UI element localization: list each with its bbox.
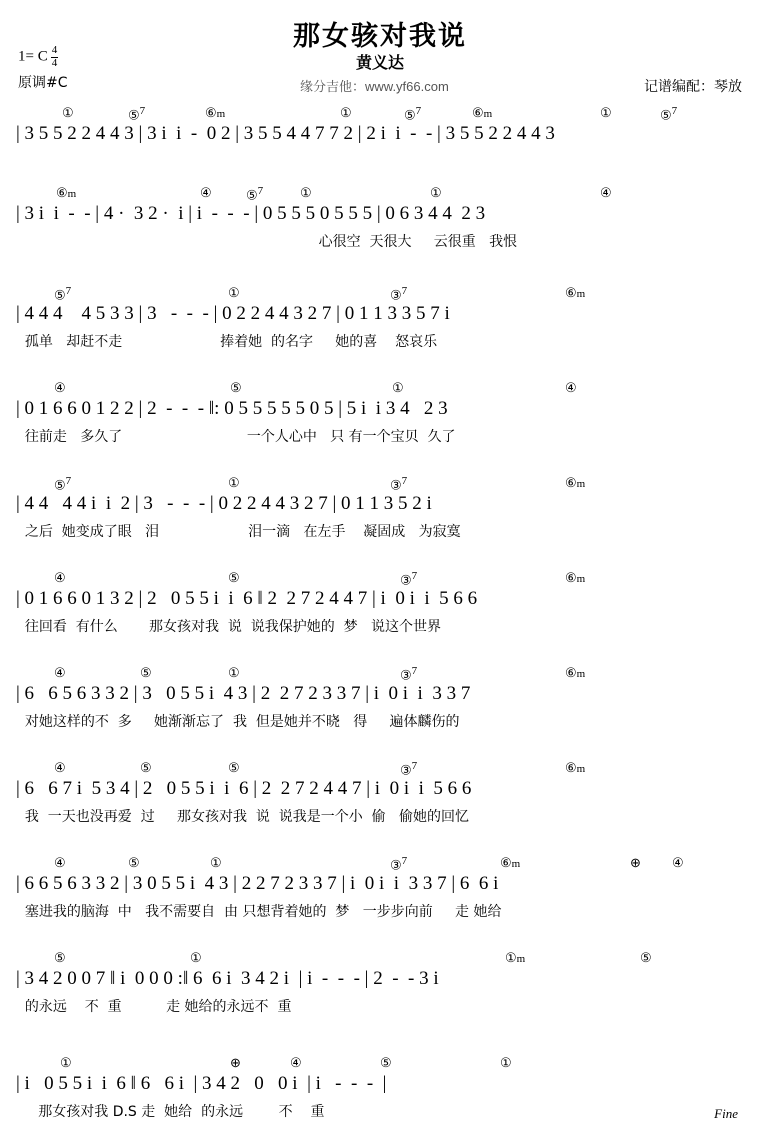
notation-line: | 6 6 5 6 3 3 2 | 3 0 5 5 i 4 3 | 2 2 7 2 3 3 7 | i 0 i i 3 3 7 (16, 683, 471, 704)
lyrics-line: 塞进我的脑海 中 我不需要自 由 只想背着她的 梦 一步步向前 走 她给 (16, 904, 502, 920)
notation-line: | 6 6 5 6 3 3 2 | 3 0 5 5 i 4 3 | 2 2 7 2 3 3 7 | i 0 i i 3 3 7 | 6 6 i (16, 873, 499, 894)
lyrics-line: 往回看 有什么 那女孩对我 说 说我保护她的 梦 说这个世界 (16, 619, 442, 635)
lyrics-line: 孤单 却赶不走 捧着她 的名字 她的喜 怒哀乐 (16, 334, 438, 350)
chord-symbol: ③$^7$ (390, 475, 408, 493)
notation-line: | 3 5 5 2 2 4 4 3 | 3 i i - 0 2 | 3 5 5 4 4 7 7 2 | 2 i i - - | 3 5 5 2 2 4 4 3 (16, 123, 555, 144)
chord-symbol: ⑤ (128, 855, 140, 870)
chord-symbol: ① (190, 950, 202, 965)
chord-symbol: ⑥m (472, 105, 493, 120)
chord-line (0, 665, 760, 685)
chord-symbol: ④ (600, 185, 612, 200)
chord-symbol: ③$^7$ (400, 760, 418, 778)
lyrics-line: 心很空 天很大 云很重 我恨 (16, 234, 518, 250)
chord-symbol: ① (228, 475, 240, 490)
chord-symbol: ① (228, 665, 240, 680)
page-title: 那女骇对我说 (293, 21, 467, 52)
notation-line: | 3 i i - - | 4 · 3 2 · i | i - - - | 0 5 5 5 0 5 5 5 | 0 6 3 4 4 2 3 (16, 203, 486, 224)
chord-symbol: ④ (290, 1055, 302, 1070)
chord-line (0, 570, 760, 590)
notation-line: | 6 6 7 i 5 3 4 | 2 0 5 5 i i 6 | 2 2 7 2 4 4 7 | i 0 i i 5 6 6 (16, 778, 472, 799)
chord-symbol: ⑥m (205, 105, 226, 120)
chord-symbol: ⑤ (140, 665, 152, 680)
key-signature (18, 45, 58, 69)
chord-symbol: ⑥m (565, 760, 586, 775)
composer-name: 黄义达 (355, 53, 404, 72)
chord-symbol: ① (62, 105, 74, 120)
time-denominator: 4 (51, 56, 58, 69)
chord-line (0, 1055, 760, 1075)
chord-symbol: ⑤ (228, 760, 240, 775)
chord-symbol: ⑤$^7$ (660, 105, 678, 123)
chord-symbol: ① (300, 185, 312, 200)
chord-symbol: ① (340, 105, 352, 120)
notation-line: | 4 4 4 4 i i 2 | 3 - - - | 0 2 2 4 4 3 2 7 | 0 1 1 3 5 2 i (16, 493, 432, 514)
chord-symbol: ⑥m (565, 570, 586, 585)
time-signature (51, 45, 59, 69)
chord-symbol: ⑤$^7$ (246, 185, 264, 203)
lyrics-line: 那女孩对我 D.S 走 她给 的永远 不 重 (16, 1104, 325, 1120)
chord-symbol: ④ (200, 185, 212, 200)
chord-symbol: ④ (672, 855, 684, 870)
chord-symbol: ③$^7$ (400, 665, 418, 683)
chord-symbol: ④ (54, 665, 66, 680)
chord-line (0, 285, 760, 305)
chord-symbol: ① (210, 855, 222, 870)
chord-symbol: ⑤ (54, 950, 66, 965)
chord-symbol: ⑤ (140, 760, 152, 775)
notation-line: | i 0 5 5 i i 6 ‖ 6 6 i | 3 4 2 0 0 i | i - - - | (16, 1073, 387, 1094)
chord-symbol: ④ (565, 380, 577, 395)
chord-symbol: ⑤ (380, 1055, 392, 1070)
chord-line (0, 105, 760, 125)
chord-symbol: ⑤ (228, 570, 240, 585)
chord-symbol: ⑤ (640, 950, 652, 965)
key-label: 1= C (18, 48, 48, 65)
chord-symbol: ③$^7$ (390, 285, 408, 303)
notation-line: | 4 4 4 4 5 3 3 | 3 - - - | 0 2 2 4 4 3 2 7 | 0 1 1 3 3 5 7 i (16, 303, 450, 324)
arranger-credit: 记谱编配：琴放 (644, 79, 742, 95)
chord-symbol: ④ (54, 380, 66, 395)
chord-symbol: ① (392, 380, 404, 395)
notation-line: | 0 1 6 6 0 1 2 2 | 2 - - - ‖: 0 5 5 5 5 5 0 5 | 5 i i 3 4 2 3 (16, 398, 448, 419)
chord-symbol: ① (60, 1055, 72, 1070)
chord-line (0, 950, 760, 970)
chord-symbol: ① (228, 285, 240, 300)
chord-line (0, 380, 760, 400)
chord-symbol: ⑥m (565, 665, 586, 680)
chord-symbol: ① (430, 185, 442, 200)
chord-line (0, 855, 760, 875)
chord-line (0, 760, 760, 780)
lyrics-line: 的永远 不 重 走 她给的永远不 重 (16, 999, 292, 1015)
chord-symbol: ⑤$^7$ (54, 285, 72, 303)
chord-symbol: ⑤$^7$ (54, 475, 72, 493)
chord-symbol: ⑤ (230, 380, 242, 395)
time-numerator: 4 (51, 44, 58, 56)
lyrics-line: 我 一天也没再爱 过 那女孩对我 说 说我是一个小 偷 偷她的回忆 (16, 809, 470, 825)
original-key: 原调#C (18, 75, 68, 91)
chord-symbol: ⑥m (565, 475, 586, 490)
chord-symbol: ④ (54, 855, 66, 870)
chord-symbol: ⑤$^7$ (404, 105, 422, 123)
chord-symbol: ① (500, 1055, 512, 1070)
chord-symbol: ⊕ (630, 855, 641, 870)
lyrics-line: 往前走 多久了 一个人心中 只 有一个宝贝 久了 (16, 429, 456, 445)
notation-line: | 3 4 2 0 0 7 ‖ i 0 0 0 :‖ 6 6 i 3 4 2 i | i - - - | 2 - - 3 i (16, 968, 439, 989)
chord-symbol: ③$^7$ (390, 855, 408, 873)
lyrics-line: 对她这样的不 多 她渐渐忘了 我 但是她并不晓 得 遍体麟伤的 (16, 714, 460, 730)
chord-symbol: ④ (54, 760, 66, 775)
chord-line (0, 475, 760, 495)
chord-symbol: ⑥m (56, 185, 77, 200)
chord-symbol: ⑥m (565, 285, 586, 300)
chord-symbol: ③$^7$ (400, 570, 418, 588)
chord-symbol: ④ (54, 570, 66, 585)
chord-symbol: ①m (505, 950, 526, 965)
lyrics-line: 之后 她变成了眼 泪 泪一滴 在左手 凝固成 为寂寞 (16, 524, 461, 540)
watermark-text: 缘分吉他：www.yf66.com (300, 79, 449, 94)
chord-symbol: ⑥m (500, 855, 521, 870)
chord-line (0, 185, 760, 205)
fine-marking: Fine (714, 1106, 738, 1121)
chord-symbol: ① (600, 105, 612, 120)
chord-symbol: ⑤$^7$ (128, 105, 146, 123)
chord-symbol: ⊕ (230, 1055, 241, 1070)
notation-line: | 0 1 6 6 0 1 3 2 | 2 0 5 5 i i 6 ‖ 2 2 7 2 4 4 7 | i 0 i i 5 6 6 (16, 588, 478, 609)
